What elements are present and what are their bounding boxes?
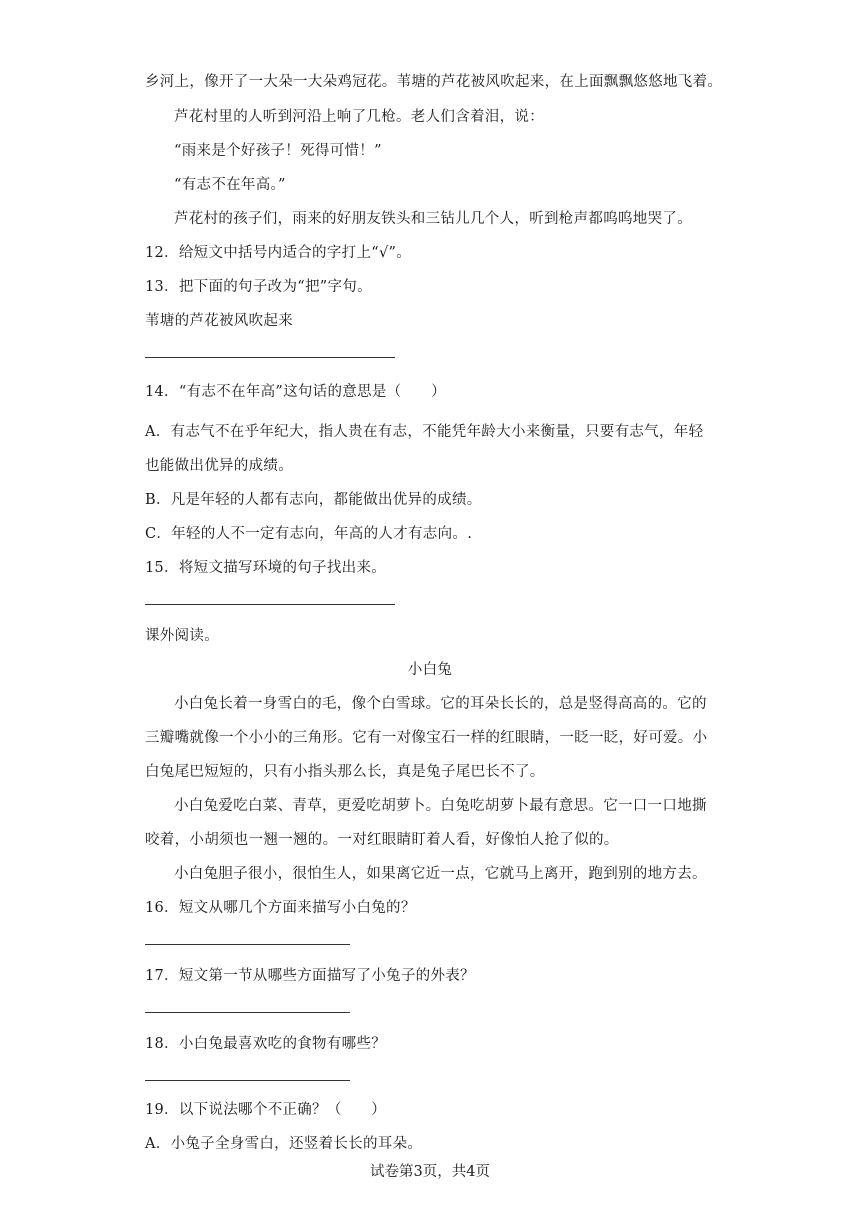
option-14-c: C．年轻的人不一定有志向，年高的人才有志向。. bbox=[145, 526, 473, 542]
passage-line: 芦花村的孩子们，雨来的好朋友铁头和三钻儿几个人，听到枪声都呜呜地哭了。 bbox=[174, 211, 692, 227]
question-18: 18．小白兔最喜欢吃的食物有哪些？ bbox=[145, 1036, 387, 1052]
passage-title: 小白兔 bbox=[407, 662, 453, 678]
passage-line: 小白兔胆子很小，很怕生人，如果离它近一点，它就马上离开，跑到别的地方去。 bbox=[174, 866, 707, 882]
question-13-sentence: 苇塘的芦花被风吹起来 bbox=[145, 313, 293, 329]
passage-line: 白兔尾巴短短的，只有小指头那么长，真是兔子尾巴长不了。 bbox=[145, 764, 545, 780]
option-19-a: A．小兔子全身雪白，还竖着长长的耳朵。 bbox=[145, 1136, 423, 1152]
passage-line: 咬着，小胡须也一翘一翘的。一对红眼睛盯着人看，好像怕人抢了似的。 bbox=[145, 832, 619, 848]
question-14: 14．“有志不在年高”这句话的意思是（ ） bbox=[145, 384, 446, 400]
passage-line: 三瓣嘴就像一个小小的三角形。它有一对像宝石一样的红眼睛，一眨一眨，好可爱。小 bbox=[145, 730, 708, 746]
option-14-b: B．凡是年轻的人都有志向，都能做出优异的成绩。 bbox=[145, 492, 482, 508]
section-label: 课外阅读。 bbox=[145, 628, 219, 644]
passage-line: 芦花村里的人听到河沿上响了几枪。老人们含着泪，说： bbox=[174, 109, 544, 125]
answer-line-13[interactable] bbox=[145, 357, 395, 358]
passage-line: 小白兔长着一身雪白的毛，像个白雪球。它的耳朵长长的，总是竖得高高的。它的 bbox=[174, 696, 707, 712]
question-17: 17．短文第一节从哪些方面描写了小兔子的外表？ bbox=[145, 968, 475, 984]
question-15: 15．将短文描写环境的句子找出来。 bbox=[145, 560, 387, 576]
passage-line: 小白兔爱吃白菜、青草，更爱吃胡萝卜。白兔吃胡萝卜最有意思。它一口一口地撕 bbox=[174, 798, 707, 814]
passage-line: 乡河上，像开了一大朵一大朵鸡冠花。苇塘的芦花被风吹起来，在上面飘飘悠悠地飞着。 bbox=[145, 74, 723, 90]
answer-line-15[interactable] bbox=[145, 604, 395, 605]
passage-line: “有志不在年高。” bbox=[174, 177, 286, 193]
answer-line-17[interactable] bbox=[145, 1012, 350, 1013]
page-footer: 试卷第3页，共4页 bbox=[370, 1164, 490, 1180]
question-16: 16．短文从哪几个方面来描写小白兔的？ bbox=[145, 900, 416, 916]
answer-line-18[interactable] bbox=[145, 1080, 350, 1081]
answer-line-16[interactable] bbox=[145, 944, 350, 945]
question-12: 12．给短文中括号内适合的字打上“√”。 bbox=[145, 245, 412, 261]
passage-line: “雨来是个好孩子！死得可惜！” bbox=[174, 143, 382, 159]
question-19: 19．以下说法哪个不正确？（ ） bbox=[145, 1102, 387, 1118]
option-14-a: A．有志气不在乎年纪大，指人贵在有志，不能凭年龄大小来衡量，只要有志气，年轻 bbox=[145, 424, 704, 440]
option-14-a-cont: 也能做出优异的成绩。 bbox=[145, 458, 293, 474]
question-13: 13．把下面的句子改为“把”字句。 bbox=[145, 279, 372, 295]
